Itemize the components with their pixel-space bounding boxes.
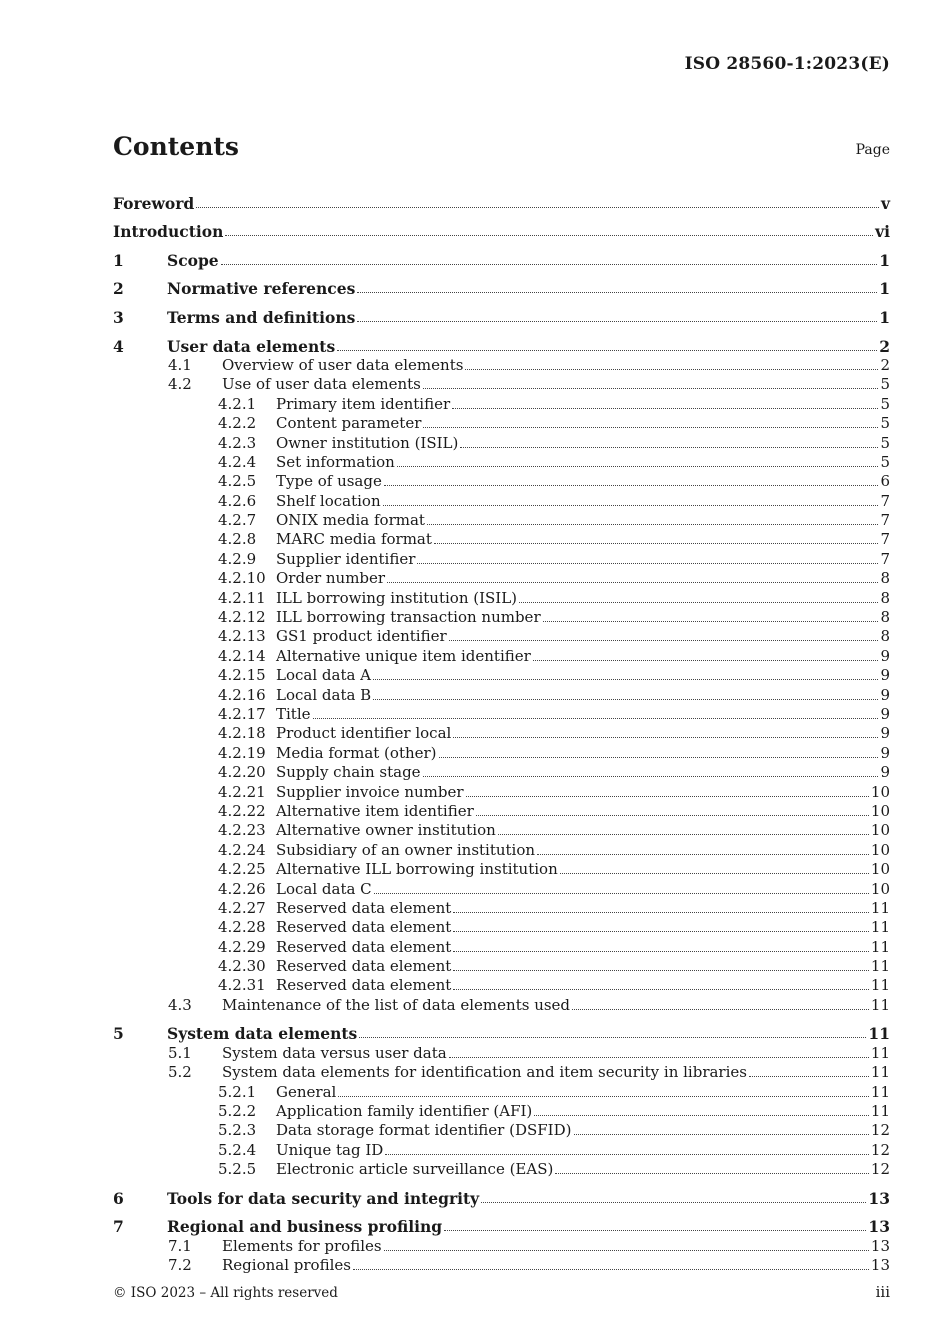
toc-entry-page: 11	[870, 976, 890, 995]
toc-entry-number: 4.2.1	[218, 394, 257, 413]
toc-entry-number: 4.2.7	[218, 511, 257, 530]
toc-entry-page: 11	[870, 957, 890, 976]
toc-entry[interactable]	[113, 1256, 890, 1275]
dot-leader	[572, 1008, 869, 1010]
toc-entry-number: 4.2.12	[218, 608, 266, 627]
toc-entry[interactable]	[113, 879, 890, 898]
dot-leader	[423, 775, 879, 777]
toc-entry-page: 8	[880, 588, 890, 607]
toc-entry[interactable]	[113, 453, 890, 472]
toc-entry-number: 4.2.8	[218, 530, 257, 549]
toc-entry[interactable]	[113, 821, 890, 840]
dot-leader	[574, 1133, 869, 1135]
toc-entry-title: System data versus user data	[222, 1043, 447, 1062]
toc-entry-title: Set information	[276, 452, 395, 471]
toc-entry[interactable]	[113, 918, 890, 937]
page-column-label: Page	[855, 142, 890, 158]
toc-entry[interactable]	[113, 1160, 890, 1179]
toc-entry-number: 4.2.14	[218, 646, 266, 665]
toc-entry-page: 10	[870, 840, 890, 859]
toc-entry-page: 11	[870, 995, 890, 1014]
toc-entry-page: 5	[880, 375, 890, 394]
toc-entry-number: 4.2.30	[218, 957, 266, 976]
toc-entry-number: 4.2.4	[218, 452, 257, 471]
toc-entry[interactable]	[113, 802, 890, 821]
dot-leader	[397, 465, 879, 467]
toc-entry-page: 7	[880, 530, 890, 549]
toc-entry[interactable]	[113, 356, 890, 375]
toc-entry-number: 5.2.2	[218, 1102, 257, 1120]
toc-entry-number: 4.2.24	[218, 840, 266, 859]
toc-entry-page: vi	[875, 222, 890, 242]
toc-entry[interactable]	[113, 511, 890, 530]
toc-entry-page: 11	[870, 1082, 890, 1101]
dot-leader	[453, 911, 869, 913]
toc-entry-page: 9	[880, 743, 890, 762]
toc-entry[interactable]	[113, 491, 890, 510]
toc-entry-page: 11	[870, 1063, 890, 1082]
toc-entry[interactable]	[113, 763, 890, 782]
toc-entry-title: Reserved data element	[276, 898, 452, 917]
toc-entry-number: 5.2	[168, 1063, 192, 1082]
toc-entry-title: Reserved data element	[276, 957, 452, 976]
toc-entry-page: 7	[880, 511, 890, 530]
toc-entry-title: ILL borrowing institution (ISIL)	[276, 588, 518, 607]
toc-entry-title: Use of user data elements	[222, 375, 421, 394]
dot-leader	[460, 446, 878, 448]
toc-entry[interactable]	[113, 1102, 890, 1121]
toc-entry-title: Normative references	[167, 279, 356, 299]
dot-leader	[534, 1114, 869, 1116]
toc-entry[interactable]	[113, 608, 890, 627]
toc-entry-page: 9	[880, 646, 890, 665]
toc-entry-number: 4.2.21	[218, 782, 266, 801]
toc-entry-number: 4.2.26	[218, 879, 266, 898]
toc-entry[interactable]	[113, 899, 890, 918]
toc-entry-number: 1	[113, 250, 124, 270]
toc-entry-number: 4.2.10	[218, 569, 266, 588]
toc-entry-page: 10	[870, 801, 890, 820]
dot-leader	[476, 814, 869, 816]
toc-entry-title: Application family identifier (AFI)	[276, 1102, 533, 1120]
toc-entry-number: 4.2.22	[218, 801, 266, 820]
dot-leader	[498, 833, 869, 835]
toc-entry-title: Scope	[167, 250, 219, 270]
dot-leader	[453, 930, 869, 932]
toc-entry-page: 10	[870, 879, 890, 898]
toc-entry-title: Tools for data security and integrity	[167, 1188, 480, 1208]
toc-entry-page: 11	[870, 937, 890, 956]
toc-entry[interactable]	[113, 627, 890, 646]
toc-entry-title: Introduction	[113, 222, 224, 242]
dot-leader	[749, 1075, 869, 1077]
toc-entry-page: 9	[880, 685, 890, 704]
toc-entry[interactable]	[113, 1140, 890, 1159]
toc-entry[interactable]	[113, 1015, 890, 1044]
toc-entry[interactable]	[113, 549, 890, 568]
toc-entry-number: 3	[113, 307, 124, 327]
toc-entry-page: 12	[870, 1160, 890, 1179]
toc-entry-page: 9	[880, 704, 890, 723]
footer-copyright: © ISO 2023 – All rights reserved	[113, 1285, 338, 1301]
toc-entry-number: 4.2.15	[218, 666, 266, 685]
toc-entry-number: 4.2.31	[218, 976, 266, 995]
toc-entry-title: Primary item identifier	[276, 394, 451, 413]
dot-leader	[374, 892, 869, 894]
toc-entry[interactable]	[113, 298, 890, 327]
toc-entry[interactable]	[113, 433, 890, 452]
dot-leader	[453, 969, 869, 971]
toc-entry-page: 8	[880, 627, 890, 646]
toc-entry-page: 11	[870, 918, 890, 937]
toc-entry-title: User data elements	[167, 336, 336, 356]
toc-entry-title: Terms and definitions	[167, 307, 356, 327]
toc-entry-title: Media format (other)	[276, 743, 437, 762]
toc-entry-page: 7	[880, 491, 890, 510]
toc-entry-number: 4.2.5	[218, 472, 257, 491]
dot-leader	[533, 659, 879, 661]
toc-entry-title: Local data C	[276, 879, 372, 898]
toc-entry-title: Local data B	[276, 685, 372, 704]
toc-entry-page: 1	[879, 307, 890, 327]
toc-entry-title: Title	[276, 704, 311, 723]
toc-entry-page: 5	[880, 433, 890, 452]
toc-entry-title: Content parameter	[276, 414, 422, 433]
toc-entry-number: 2	[113, 279, 124, 299]
dot-leader	[453, 950, 869, 952]
toc-entry[interactable]	[113, 646, 890, 665]
toc-entry-title: Elements for profiles	[222, 1236, 382, 1255]
contents-title: Contents	[113, 132, 240, 161]
toc-entry-page: 12	[870, 1140, 890, 1159]
footer-page-number: iii	[875, 1283, 890, 1301]
toc-entry-number: 4.2	[168, 375, 192, 394]
toc-entry-page: 8	[880, 569, 890, 588]
toc-entry-title: General	[276, 1082, 337, 1101]
dot-leader	[373, 678, 878, 680]
toc-entry-page: 2	[880, 355, 890, 374]
toc-entry-number: 5.2.5	[218, 1160, 257, 1179]
toc-entry-title: Supplier identifier	[276, 549, 416, 568]
toc-entry-number: 4.2.27	[218, 898, 266, 917]
dot-leader	[337, 349, 877, 351]
toc-entry[interactable]	[113, 184, 890, 213]
toc-entry-page: 5	[880, 452, 890, 471]
toc-entry-number: 4.2.13	[218, 627, 266, 646]
toc-entry-title: ILL borrowing transaction number	[276, 608, 541, 627]
dot-leader	[385, 1153, 869, 1155]
toc-entry-title: Shelf location	[276, 491, 381, 510]
dot-leader	[225, 234, 873, 236]
toc-entry-title: Product identifier local	[276, 724, 452, 743]
toc-entry-title: Type of usage	[276, 472, 382, 491]
toc-entry-page: 2	[879, 336, 890, 356]
toc-entry-number: 5.2.4	[218, 1140, 257, 1159]
toc-entry[interactable]	[113, 414, 890, 433]
toc-entry-title: Supply chain stage	[276, 763, 421, 782]
toc-entry-number: 4.2.25	[218, 860, 266, 879]
toc-entry-title: Regional and business profiling	[167, 1217, 443, 1237]
toc-entry[interactable]	[113, 685, 890, 704]
dot-leader	[465, 368, 878, 370]
dot-leader	[387, 581, 878, 583]
toc-entry[interactable]	[113, 995, 890, 1014]
toc-entry[interactable]	[113, 724, 890, 743]
dot-leader	[444, 1229, 866, 1231]
toc-entry-number: 5.2.1	[218, 1082, 257, 1101]
toc-entry-page: 13	[868, 1188, 890, 1208]
dot-leader	[560, 872, 869, 874]
toc-entry-title: Alternative unique item identifier	[276, 646, 531, 665]
toc-entry-number: 7.2	[168, 1256, 192, 1275]
toc-entry-number: 4.2.11	[218, 588, 266, 607]
toc-entry-title: Local data A	[276, 666, 372, 685]
toc-entry-title: Reserved data element	[276, 976, 452, 995]
toc-entry-title: Owner institution (ISIL)	[276, 433, 459, 452]
dot-leader	[537, 853, 869, 855]
toc-entry-title: Overview of user data elements	[222, 355, 464, 374]
toc-entry-number: 7	[113, 1217, 124, 1237]
dot-leader	[543, 620, 879, 622]
toc-entry-page: 6	[880, 472, 890, 491]
toc-entry[interactable]	[113, 1236, 890, 1255]
toc-entry[interactable]	[113, 1121, 890, 1140]
toc-entry-title: Maintenance of the list of data elements used	[222, 995, 571, 1014]
toc-entry[interactable]	[113, 1063, 890, 1082]
toc-entry-page: 13	[868, 1217, 890, 1237]
toc-entry-page: 1	[879, 279, 890, 299]
toc-entry-page: 13	[870, 1256, 890, 1275]
toc-entry-number: 4.2.18	[218, 724, 266, 743]
dot-leader	[423, 387, 879, 389]
toc-entry-number: 4.2.28	[218, 918, 266, 937]
dot-leader	[481, 1201, 866, 1203]
toc-entry-page: 7	[880, 549, 890, 568]
dot-leader	[555, 1172, 869, 1174]
toc-entry-title: Supplier invoice number	[276, 782, 464, 801]
toc-entry-number: 4.2.9	[218, 549, 257, 568]
toc-entry[interactable]	[113, 976, 890, 995]
dot-leader	[466, 795, 869, 797]
toc-entry-number: 5	[113, 1024, 124, 1044]
toc-entry-page: 13	[870, 1236, 890, 1255]
toc-entry[interactable]	[113, 569, 890, 588]
toc-entry[interactable]	[113, 213, 890, 242]
toc-entry[interactable]	[113, 327, 890, 356]
dot-leader	[357, 291, 877, 293]
dot-leader	[357, 320, 877, 322]
toc-entry-number: 4.3	[168, 995, 192, 1014]
toc-entry[interactable]	[113, 472, 890, 491]
dot-leader	[383, 504, 879, 506]
toc-entry[interactable]	[113, 1043, 890, 1062]
toc-entry-title: Alternative owner institution	[276, 821, 496, 840]
toc-entry[interactable]	[113, 241, 890, 270]
toc-entry[interactable]	[113, 1179, 890, 1208]
toc-entry[interactable]	[113, 666, 890, 685]
toc-entry-title: Alternative ILL borrowing institution	[276, 860, 558, 879]
toc-entry-number: 5.1	[168, 1043, 192, 1062]
toc-entry-title: Data storage format identifier (DSFID)	[276, 1121, 572, 1140]
dot-leader	[384, 484, 879, 486]
toc-entry-number: 4.2.29	[218, 937, 266, 956]
dot-leader	[359, 1036, 866, 1038]
dot-leader	[417, 562, 878, 564]
toc-entry-number: 4.2.6	[218, 491, 257, 510]
toc-entry-number: 4.2.16	[218, 685, 266, 704]
toc-entry[interactable]	[113, 705, 890, 724]
toc-entry[interactable]	[113, 860, 890, 879]
dot-leader	[353, 1268, 869, 1270]
dot-leader	[519, 601, 878, 603]
toc-entry-page: 8	[880, 608, 890, 627]
dot-leader	[449, 639, 879, 641]
toc-entry-page: 1	[879, 250, 890, 270]
dot-leader	[449, 1056, 869, 1058]
dot-leader	[384, 1249, 869, 1251]
toc-entry-page: 5	[880, 414, 890, 433]
toc-entry-number: 6	[113, 1188, 124, 1208]
toc-entry-page: 11	[868, 1024, 890, 1044]
toc-entry-page: 12	[870, 1121, 890, 1140]
dot-leader	[452, 407, 878, 409]
toc-entry[interactable]	[113, 270, 890, 299]
toc-entry-title: Foreword	[113, 193, 195, 213]
toc-entry[interactable]	[113, 743, 890, 762]
dot-leader	[338, 1095, 869, 1097]
toc-entry-page: 9	[880, 666, 890, 685]
toc-entry-title: Alternative item identifier	[276, 801, 474, 820]
toc-entry-title: Unique tag ID	[276, 1140, 384, 1159]
toc-entry-page: 9	[880, 724, 890, 743]
toc-entry[interactable]	[113, 375, 890, 394]
toc-entry[interactable]	[113, 1208, 890, 1237]
toc-entry-page: 10	[870, 821, 890, 840]
toc-entry[interactable]	[113, 782, 890, 801]
dot-leader	[423, 426, 878, 428]
dot-leader	[313, 717, 879, 719]
toc-entry-number: 4.1	[168, 355, 192, 374]
toc-entry-title: Subsidiary of an owner institution	[276, 840, 536, 859]
toc-entry-title: Order number	[276, 569, 386, 588]
toc-entry-number: 4.2.19	[218, 743, 266, 762]
dot-leader	[196, 206, 879, 208]
toc-entry-title: Reserved data element	[276, 918, 452, 937]
dot-leader	[439, 756, 879, 758]
toc-entry-title: ONIX media format	[276, 511, 425, 530]
toc-entry-number: 7.1	[168, 1236, 192, 1255]
dot-leader	[434, 542, 879, 544]
toc-entry-page: 11	[870, 898, 890, 917]
toc-entry-page: 11	[870, 1102, 890, 1120]
table-of-contents	[113, 184, 890, 1275]
toc-entry[interactable]	[113, 957, 890, 976]
toc-entry[interactable]	[113, 937, 890, 956]
toc-entry[interactable]	[113, 588, 890, 607]
toc-entry-number: 4.2.3	[218, 433, 257, 452]
toc-entry-title: System data elements	[167, 1024, 358, 1044]
dot-leader	[453, 736, 878, 738]
toc-entry-title: Reserved data element	[276, 937, 452, 956]
toc-entry-title: MARC media format	[276, 530, 432, 549]
toc-entry[interactable]	[113, 840, 890, 859]
document-id-header: ISO 28560-1:2023(E)	[684, 54, 890, 74]
toc-entry-number: 4.2.17	[218, 704, 266, 723]
dot-leader	[453, 988, 869, 990]
toc-entry-page: 9	[880, 763, 890, 782]
toc-entry-page: 10	[870, 860, 890, 879]
toc-entry-title: Regional profiles	[222, 1256, 351, 1275]
toc-entry-page: 11	[870, 1043, 890, 1062]
dot-leader	[427, 523, 879, 525]
toc-entry-title: Electronic article surveillance (EAS)	[276, 1160, 554, 1179]
toc-entry[interactable]	[113, 394, 890, 413]
toc-entry-number: 4.2.23	[218, 821, 266, 840]
toc-entry-number: 5.2.3	[218, 1121, 257, 1140]
toc-entry-number: 4.2.20	[218, 763, 266, 782]
toc-entry-page: 10	[870, 782, 890, 801]
dot-leader	[373, 698, 878, 700]
toc-entry-page: 5	[880, 394, 890, 413]
toc-entry-title: System data elements for identification and item security in libraries	[222, 1063, 747, 1082]
toc-entry-page: v	[880, 193, 890, 213]
dot-leader	[221, 263, 878, 265]
toc-entry[interactable]	[113, 530, 890, 549]
toc-entry[interactable]	[113, 1082, 890, 1101]
toc-entry-number: 4	[113, 336, 124, 356]
toc-entry-title: GS1 product identifier	[276, 627, 447, 646]
toc-entry-number: 4.2.2	[218, 414, 257, 433]
